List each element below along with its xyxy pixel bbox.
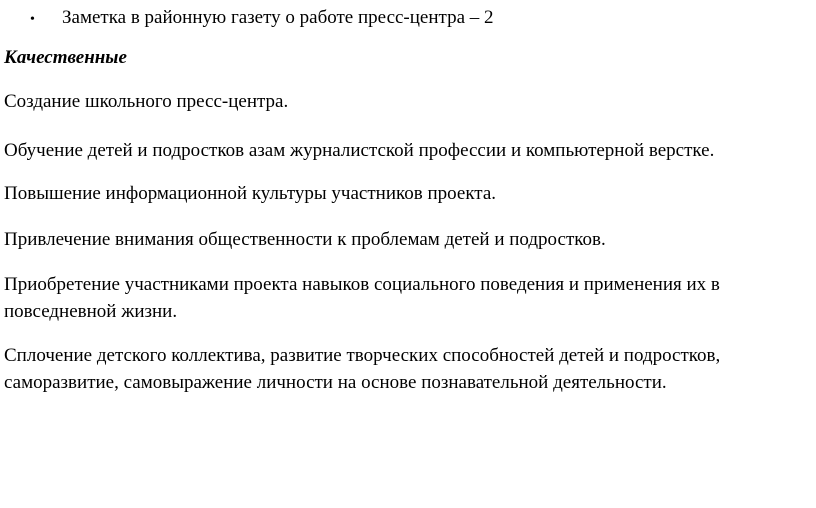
section-heading: Качественные bbox=[4, 47, 127, 68]
paragraph-social-behavior: Приобретение участниками проекта навыков социального поведения и применения их в повседневной жизни. bbox=[4, 274, 720, 322]
bullet-list-item bbox=[30, 4, 494, 33]
bullet-icon: • bbox=[30, 12, 35, 27]
paragraph-journalism-training: Обучение детей и подростков азам журналистской профессии и компьютерной верстке. bbox=[4, 140, 715, 161]
paragraph-public-attention: Привлечение внимания общественности к проблемам детей и подростков. bbox=[4, 229, 606, 250]
paragraph-school-press-center: Создание школьного пресс-центра. bbox=[4, 91, 289, 112]
paragraph-team-building: Сплочение детского коллектива, развитие творческих способностей детей и подростков, саморазвитие, самовыражение личности на основе познавательной деятельности. bbox=[4, 345, 721, 393]
bullet-item-text: Заметка в районную газету о работе пресс-центра – 2 bbox=[62, 7, 494, 28]
paragraph-information-culture: Повышение информационной культуры участников проекта. bbox=[4, 183, 497, 204]
